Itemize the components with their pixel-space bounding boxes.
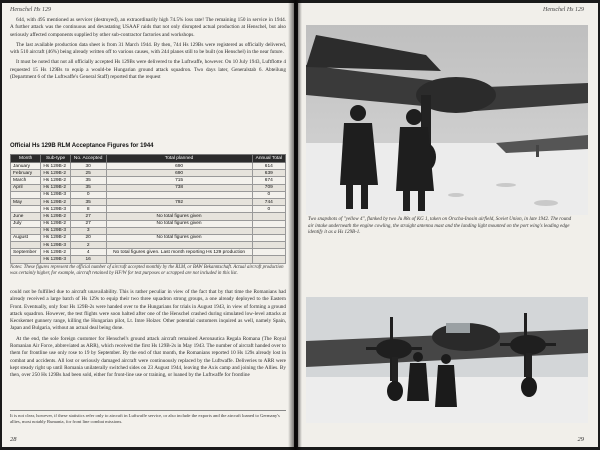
table-cell: 27 bbox=[70, 213, 106, 220]
table-cell bbox=[11, 227, 41, 234]
paragraph: could not be fulfilled due to aircraft unavailability. This is rather peculiar in view of the fact that by that time the Romanians had already received a large batch of Hs 129s to equip their two three squadron strong groups, a one already deployed to the Eastern Front. Eventually, only four Hs 129B-2s were handed over to the Hungarians for trials in August 1943, in view of forming a ground attack squadron. However, the test flights were soon halted after one of the Henschel crashed during simulated low-level attacks at Kecskemet gunnery range, killing the Hungarian pilot, Lt. Imre Holzer. Other potential customers inquired as well, namely Spain, Japan and Bulgaria, without an actual deal being done. bbox=[10, 289, 286, 332]
table-cell: Hs 129B-3 bbox=[41, 206, 70, 213]
photo-image bbox=[306, 297, 588, 423]
table-cell: Hs 129B-2 bbox=[41, 249, 70, 256]
paragraph: At the end, the sole foreign customer for Henschel's ground attack aircraft remained Aeronautica Regala Romana (The Royal Romanian Air Force, abbreviated as ARR), which received the first Hs 129B-2s in May 1943. The number of aircraft handed over to them for frontline use only rose to 19 by September. By the end of that month, the Romanians reported 10 Hs 129s already lost in combat and accidents. All lost or seriously damaged aircraft were continuously replaced by the Luftwaffe. Deliveries to ARR were kept steady right up until Romania unilaterally switched sides on 23 August 1944, leaving the Axis camp and joining the Allies. By then, over 250 Hs 129Bs had been sold, either for front-line use or training, or loaned by the Luftwaffe for frontline bbox=[10, 335, 286, 379]
table-cell: 738 bbox=[106, 184, 252, 191]
table-cell: Hs 129B-2 bbox=[41, 170, 70, 177]
table-row bbox=[11, 206, 286, 213]
table-cell: Hs 129B-2 bbox=[41, 220, 70, 227]
body-text-top bbox=[10, 17, 286, 84]
table-cell: 0 bbox=[252, 191, 285, 198]
table-cell bbox=[106, 227, 252, 234]
table-cell bbox=[252, 242, 285, 249]
table-cell: 16 bbox=[70, 256, 106, 263]
table-cell: May bbox=[11, 198, 41, 205]
running-head-left: Henschel Hs 129 bbox=[10, 7, 51, 13]
table-cell bbox=[11, 206, 41, 213]
table-cell: 20 bbox=[70, 234, 106, 241]
photo-image bbox=[306, 25, 588, 215]
table-row bbox=[11, 220, 286, 227]
photo-aircraft-snow bbox=[306, 297, 588, 423]
table-cell: 35 bbox=[70, 184, 106, 191]
table-cell bbox=[252, 213, 285, 220]
table-cell: March bbox=[11, 177, 41, 184]
book-gutter bbox=[288, 0, 302, 450]
table-cell: 0 bbox=[70, 191, 106, 198]
table-cell: 715 bbox=[106, 177, 252, 184]
table-cell: 25 bbox=[70, 170, 106, 177]
table-row bbox=[11, 198, 286, 205]
paragraph: It must be noted that not all officially accepted Hs 129Bs were delivered to the Luftwaffe, however. On 10 July 1943, Luftflotte 4 requested 15 Hs 129Bs to equip a would-be Hungarian ground attack squadron. Two days later, Generalstab 6. Abteilung (Department 6 of the Luftwaffe's General Staff) reported that the request bbox=[10, 59, 286, 81]
table-cell: 4 bbox=[70, 249, 106, 256]
body-text-bottom bbox=[10, 289, 286, 383]
table-cell: 614 bbox=[252, 163, 285, 170]
table-cell: April bbox=[11, 184, 41, 191]
page-number-right: 29 bbox=[577, 436, 584, 443]
table-cell bbox=[106, 242, 252, 249]
table-row bbox=[11, 227, 286, 234]
paragraph: 644, with 495 mentioned as servicer (destroyed), an extraordinarily high 74.5% loss rate! The remaining 150 in service in 1944. A further attack was the continuous and devastating USAAF raids that not only disrupted actual production at Henschel, but also seriously affected components supplied by other sub-contractor factories and workshops. bbox=[10, 17, 286, 38]
table-cell: 0 bbox=[252, 206, 285, 213]
table-body bbox=[11, 163, 286, 264]
table-cell: Hs 129B-2 bbox=[41, 184, 70, 191]
table-cell: No total figures given bbox=[106, 220, 252, 227]
photo-caption: Two snapshots of "yellow 4", flanked by two Ju 88s of KG 1, taken on Orscha-Inosin airfield, Soviet Union, in late 1942. The round air intake underneath the engine cowling, the straight antenna mast and the landing light mounted on the port wing's leading edge identify it as a Hs 129B-1. bbox=[308, 217, 572, 236]
table-cell: 8 bbox=[70, 206, 106, 213]
left-page bbox=[2, 3, 294, 447]
table-cell bbox=[106, 256, 252, 263]
table-cell: Hs 129B-2 bbox=[41, 234, 70, 241]
running-head-right: Henschel Hs 129 bbox=[543, 7, 584, 13]
table-row bbox=[11, 184, 286, 191]
table-cell: 744 bbox=[252, 198, 285, 205]
table-cell bbox=[11, 242, 41, 249]
table-row bbox=[11, 177, 286, 184]
table-cell: Hs 129B-2 bbox=[41, 177, 70, 184]
table-cell bbox=[106, 191, 252, 198]
table-row bbox=[11, 213, 286, 220]
table-row bbox=[11, 249, 286, 256]
table-cell: 639 bbox=[252, 170, 285, 177]
table-row bbox=[11, 170, 286, 177]
table-cell bbox=[106, 206, 252, 213]
table-row bbox=[11, 242, 286, 249]
table-cell: June bbox=[11, 213, 41, 220]
table-cell bbox=[11, 256, 41, 263]
table-cell: No total figures given. Last month reporting Hs 129 production bbox=[106, 249, 252, 256]
table-cell: Hs 129B-2 bbox=[41, 163, 70, 170]
table-cell: 2 bbox=[70, 242, 106, 249]
table-cell: Hs 129B-2 bbox=[41, 198, 70, 205]
table-header: Total planned bbox=[106, 155, 252, 163]
table-cell: No total figures given bbox=[106, 234, 252, 241]
table-cell: 674 bbox=[252, 177, 285, 184]
table-row bbox=[11, 191, 286, 198]
table-cell: 35 bbox=[70, 198, 106, 205]
right-page bbox=[298, 3, 598, 447]
table-header: Annual Total bbox=[252, 155, 285, 163]
table-cell: January bbox=[11, 163, 41, 170]
table-cell: Hs 129B-3 bbox=[41, 191, 70, 198]
table-cell: 35 bbox=[70, 177, 106, 184]
table-row bbox=[11, 163, 286, 170]
table-cell: Hs 129B-3 bbox=[41, 242, 70, 249]
table-cell: September bbox=[11, 249, 41, 256]
footnote: It is not clear, however, if these statistics refer only to aircraft in Luftwaffe service, or also include the exports and the aircraft loaned to Germany's allies, most notably Rumania, for front line combat missions. bbox=[10, 410, 286, 425]
table-cell: 690 bbox=[106, 170, 252, 177]
table-cell bbox=[11, 191, 41, 198]
table-cell: 3 bbox=[70, 227, 106, 234]
paragraph: The last available production data sheet is from 31 March 1944. By then, 744 Hs 129Bs were registered as officially delivered, with 510 aircraft (46%) being already written off to various causes, with 244 planes still to be built (on Henschel) in the near future. bbox=[10, 41, 286, 56]
table-cell: Hs 129B-3 bbox=[41, 227, 70, 234]
table-header-row bbox=[11, 155, 286, 163]
table-cell: 30 bbox=[70, 163, 106, 170]
table-header: Month bbox=[11, 155, 41, 163]
table-cell bbox=[252, 249, 285, 256]
table-cell: August bbox=[11, 234, 41, 241]
table-cell: July bbox=[11, 220, 41, 227]
table-cell bbox=[252, 234, 285, 241]
photo-aircraft-officers bbox=[306, 25, 588, 215]
table-header: Sub-type bbox=[41, 155, 70, 163]
table-cell: 792 bbox=[106, 198, 252, 205]
table-cell: No total figures given bbox=[106, 213, 252, 220]
table-cell: 27 bbox=[70, 220, 106, 227]
table-row bbox=[11, 256, 286, 263]
table-cell: Hs 129B-3 bbox=[41, 256, 70, 263]
table-cell: 709 bbox=[252, 184, 285, 191]
table-cell bbox=[252, 220, 285, 227]
table-title: Official Hs 129B RLM Acceptance Figures for 1944 bbox=[10, 143, 154, 149]
acceptance-table bbox=[10, 154, 286, 264]
table-cell: Hs 129B-2 bbox=[41, 213, 70, 220]
page-number-left: 28 bbox=[10, 436, 17, 443]
table-note: Notes: These figures represent the official number of aircraft accepted monthly by the RLM, or BAW Bekanntschaft. Actual aircraft production was certainly higher, for example, aircraft retained by HF/W for test purposes or scrapped are not included in this list. bbox=[10, 265, 284, 277]
table-cell: February bbox=[11, 170, 41, 177]
table-row bbox=[11, 234, 286, 241]
table-cell bbox=[252, 256, 285, 263]
table-header: No. Accepted bbox=[70, 155, 106, 163]
table-cell bbox=[252, 227, 285, 234]
table-cell: 690 bbox=[106, 163, 252, 170]
